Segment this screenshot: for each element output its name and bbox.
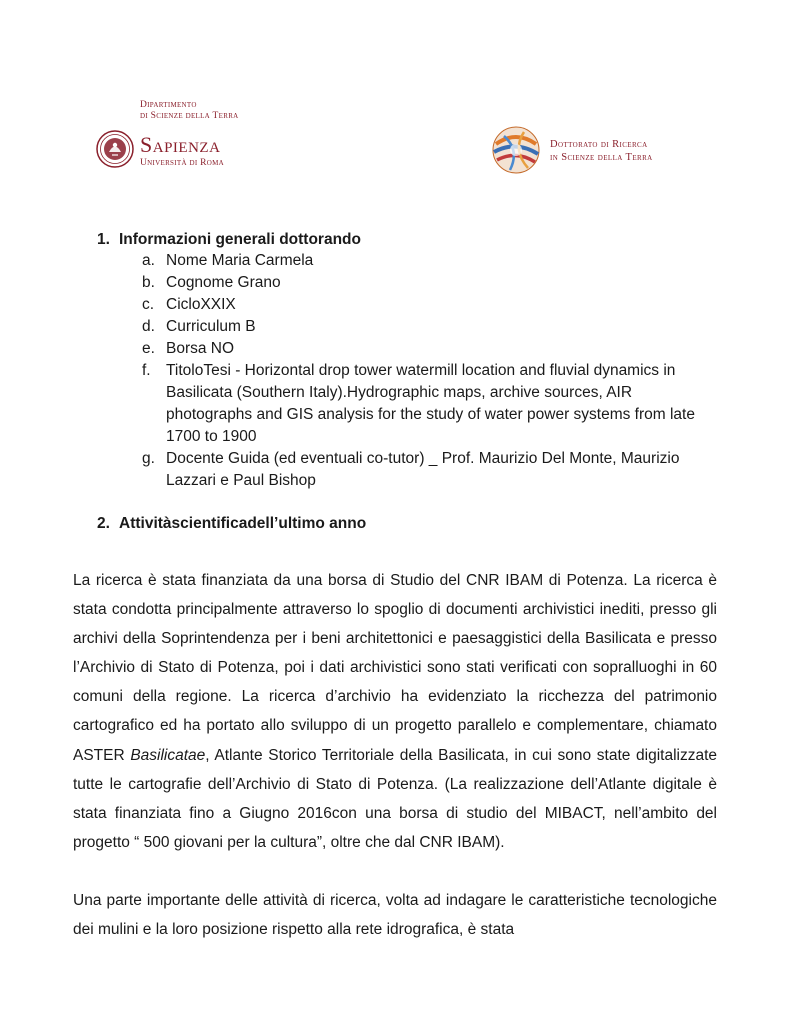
list-item: [142, 338, 722, 360]
sapienza-seal-icon: [96, 130, 134, 168]
section-1-heading: [97, 230, 361, 250]
body-paragraph-1: [73, 566, 717, 857]
list-item-text: Docente Guida (ed eventuali co-tutor) _ Prof. Maurizio Del Monte, Maurizio Lazzari e Paul Bishop: [166, 450, 680, 489]
paragraph-1-text-b: , Atlante Storico Territoriale della Basilicata, in cui sono state digitalizzate tutte le cartografie dell’Archivio di Stato di Potenza. (La realizzazione dell’Atlante digitale è stata finanziata fino a Giugno 2016con una borsa di studio del MIBACT, nell’ambito del progetto “ 500 giovani per la cultura”, oltre che dal CNR IBAM).: [73, 746, 718, 851]
list-item-letter: b.: [142, 274, 155, 291]
doctorate-line-1: Dottorato di Ricerca: [550, 139, 648, 150]
list-item-text: TitoloTesi - Horizontal drop tower watermill location and fluvial dynamics in Basilicata (Southern Italy).Hydrographic maps, archive sources, AIR photographs and GIS analysis for the study of water power systems from late 1700 to 1900: [166, 362, 695, 445]
section-1-list: [142, 250, 722, 492]
doctorate-label: [550, 138, 653, 164]
list-item-letter: d.: [142, 318, 155, 335]
sapienza-logo: [96, 100, 286, 180]
doctorate-logo: [490, 124, 710, 180]
list-item: [142, 360, 722, 448]
department-line-2: di Scienze della Terra: [140, 111, 239, 121]
department-line-1: Dipartimento: [140, 100, 197, 110]
doctorate-line-2: in Scienze della Terra: [550, 152, 653, 163]
list-item-text: Borsa NO: [166, 340, 235, 357]
university-name: Sapienza: [140, 132, 221, 157]
body-paragraph-2: Una parte importante delle attività di ricerca, volta ad indagare le caratteristiche tecnologiche dei mulini e la loro posizione rispetto alla rete idrografica, è stata: [73, 892, 717, 939]
list-item-letter: c.: [142, 296, 155, 313]
list-item-text: CicloXXIX: [166, 296, 236, 313]
list-item-letter: a.: [142, 252, 155, 269]
list-item-text: Nome Maria Carmela: [166, 252, 314, 269]
section-2-number: 2.: [97, 515, 110, 532]
list-item: [142, 272, 722, 294]
list-item-text: Cognome Grano: [166, 274, 281, 291]
list-item-text: Curriculum B: [166, 318, 256, 335]
section-1-title: Informazioni generali dottorando: [119, 231, 361, 248]
section-2-title: Attivitàscientificadell’ultimo anno: [119, 515, 367, 532]
paragraph-1-italic-term: Basilicatae: [130, 746, 206, 764]
list-item-letter: f.: [142, 362, 151, 379]
list-item-letter: e.: [142, 340, 155, 357]
section-1-number: 1.: [97, 231, 110, 248]
list-item-letter: g.: [142, 450, 155, 467]
list-item: [142, 250, 722, 272]
university-subtitle: Università di Roma: [140, 158, 225, 168]
list-item: [142, 316, 722, 338]
list-item: [142, 448, 722, 492]
paragraph-1-text-a: La ricerca è stata finanziata da una borsa di Studio del CNR IBAM di Potenza. La ricerca è stata condotta principalmente attraverso lo spoglio di documenti archivistici inediti, presso gli archivi della Soprintendenza per i beni architettonici e paesaggistici della Basilicata e presso l’Archivio di Stato di Potenza, poi i dati archivistici sono stati verificati con sopralluoghi in 60 comuni della regione. La ricerca d’archivio ha evidenziato la ricchezza del patrimonio cartografico ed ha portato allo sviluppo di un progetto parallelo e complementare, chiamato ASTER: [73, 572, 717, 764]
department-label: [140, 100, 239, 122]
list-item: [142, 294, 722, 316]
section-2-heading: [97, 514, 366, 534]
globe-logo-icon: [490, 124, 542, 176]
